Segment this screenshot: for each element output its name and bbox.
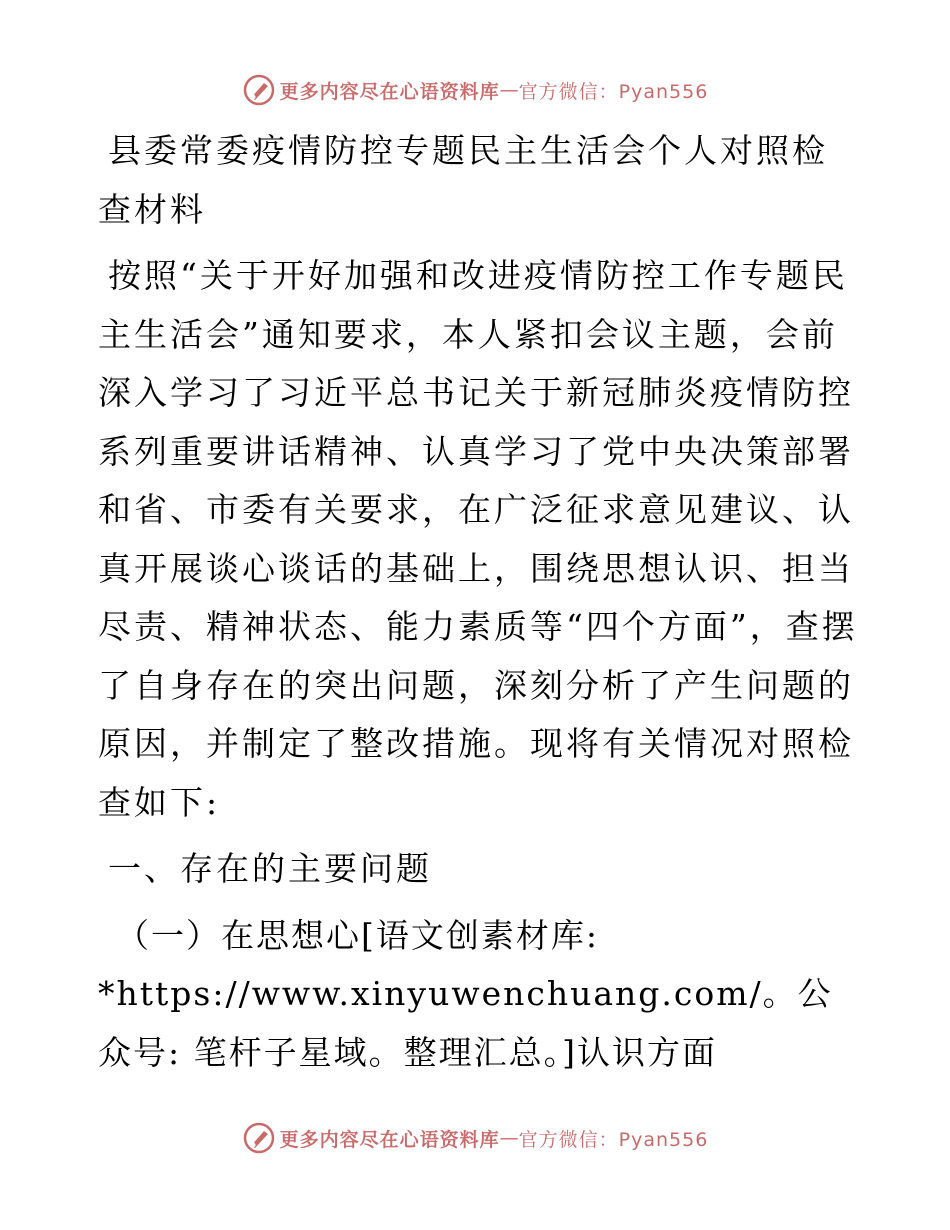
watermark-main-text: 更多内容尽在心语资料库 (279, 1128, 500, 1151)
section-heading: 一、存在的主要问题 (108, 849, 432, 888)
subsection-heading: （一）在思想心[语文创素材库: *https://www.xinyuwenchuang.com/。公众号: 笔杆子星域。整理汇总。]认识方面 (98, 915, 833, 1072)
watermark-wechat-text: 官方微信：Pyan556 (518, 80, 709, 103)
watermark-separator: — (499, 79, 519, 101)
intro-paragraph: 按照“关于开好加强和改进疫情防控工作专题民主生活会”通知要求，本人紧扣会议主题，会前深入学习了习近平总书记关于新冠肺炎疫情防控系列重要讲话精神、认真学习了党中央决策部署和省、市委有关要求，在广泛征求意见建议、认真开展谈心谈话的基础上，围绕思想认识、担当尽责、精神状态、能力素质等“四个方面”，查摆了自身存在的突出问题，深刻分析了产生问题的原因，并制定了整改措施。现将有关情况对照检查如下: (98, 256, 858, 822)
pen-circle-logo-icon (242, 1121, 276, 1155)
watermark-separator: — (499, 1127, 519, 1149)
document-body (98, 122, 858, 1082)
pen-circle-logo-icon (242, 73, 276, 107)
footer-watermark (0, 1118, 950, 1158)
document-title: 县委常委疫情防控专题民主生活会个人对照检查材料 (98, 131, 828, 229)
watermark-main-text: 更多内容尽在心语资料库 (279, 80, 500, 103)
watermark-wechat-text: 官方微信：Pyan556 (518, 1128, 709, 1151)
header-watermark (0, 70, 950, 110)
